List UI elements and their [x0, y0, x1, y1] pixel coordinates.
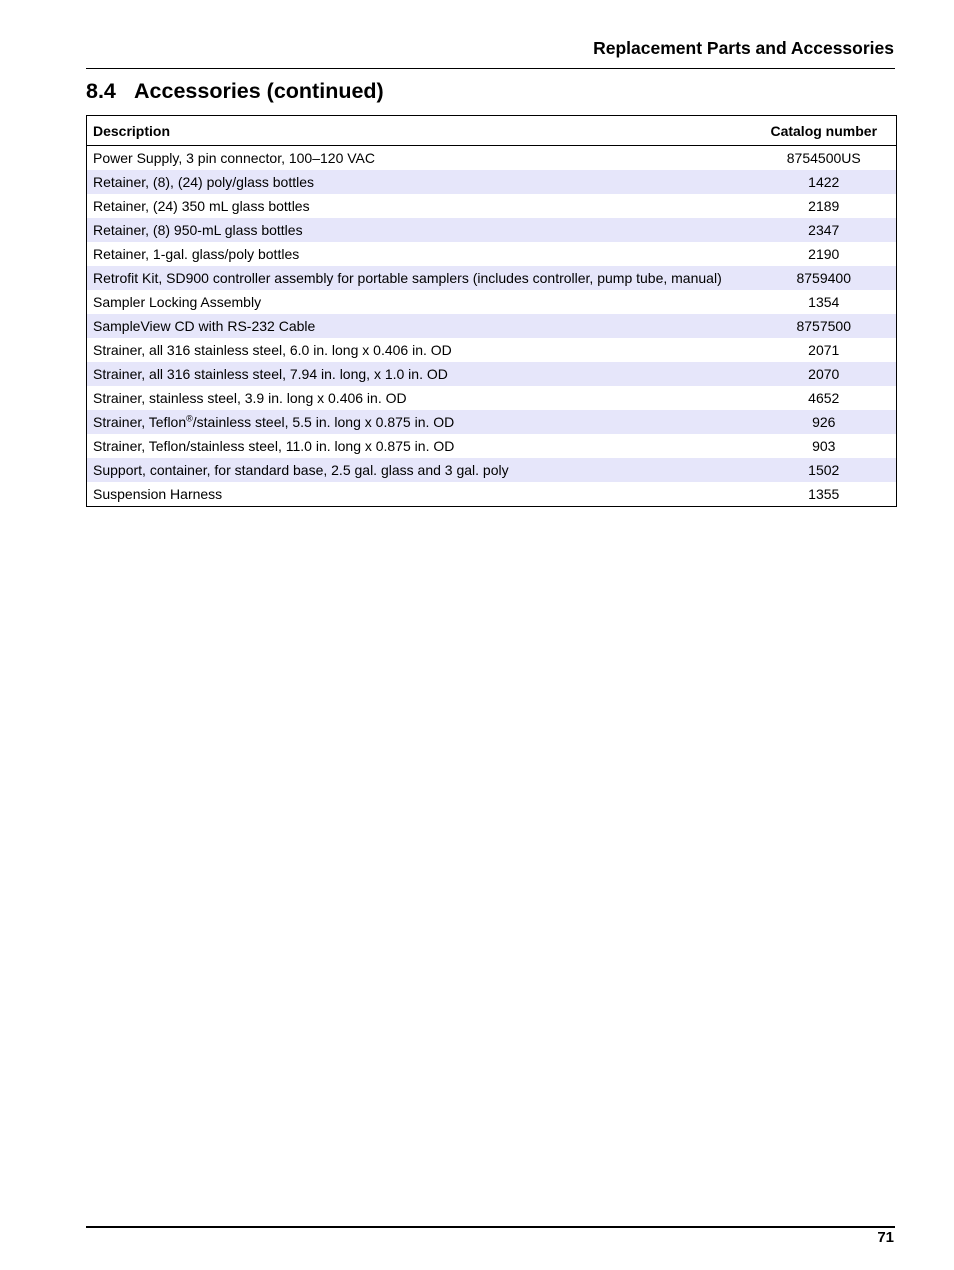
- table-row: [87, 362, 897, 386]
- row-description: Retainer, 1-gal. glass/poly bottles: [93, 246, 300, 262]
- row-description: Strainer, Teflon/stainless steel, 11.0 in. long x 0.875 in. OD: [93, 438, 455, 454]
- table-row: [87, 410, 897, 434]
- row-catalog-number: 2190: [808, 246, 840, 262]
- table-row: [87, 218, 897, 242]
- table-row: [87, 290, 897, 314]
- table-row: [87, 314, 897, 338]
- row-description: Retrofit Kit, SD900 controller assembly for portable samplers (includes controller, pump tube, manual): [87, 266, 752, 290]
- row-catalog-number: 8759400: [752, 266, 897, 290]
- row-description: SampleView CD with RS-232 Cable: [87, 314, 752, 338]
- row-description: Sampler Locking Assembly: [93, 294, 262, 310]
- footer-rule: [86, 1226, 895, 1228]
- table-row: [87, 266, 897, 290]
- table-row: [87, 338, 897, 362]
- table-header-row: [87, 116, 897, 146]
- row-description: Retainer, (24) 350 mL glass bottles: [93, 198, 310, 214]
- row-catalog-number: 1422: [752, 170, 897, 194]
- section-title: Accessories (continued): [134, 79, 384, 103]
- table-row: [87, 170, 897, 194]
- table-row: [87, 434, 897, 458]
- row-description: Retainer, (8) 950-mL glass bottles: [87, 218, 752, 242]
- column-header-description: Description: [87, 116, 752, 146]
- running-header: Replacement Parts and Accessories: [593, 38, 894, 58]
- table-row: [87, 146, 897, 171]
- row-catalog-number: 8757500: [752, 314, 897, 338]
- row-catalog-number: 2070: [752, 362, 897, 386]
- row-description: Strainer, stainless steel, 3.9 in. long x 0.406 in. OD: [93, 390, 407, 406]
- row-catalog-number: 4652: [808, 390, 840, 406]
- row-catalog-number: 1355: [808, 486, 840, 502]
- row-catalog-number: 8754500US: [786, 150, 861, 166]
- row-description: Retainer, (8), (24) poly/glass bottles: [87, 170, 752, 194]
- table-row: [87, 386, 897, 410]
- column-header-catalog-number: Catalog number: [752, 116, 897, 146]
- header-rule: [86, 68, 895, 69]
- row-catalog-number: 1354: [808, 294, 840, 310]
- table-row: [87, 482, 897, 507]
- table-row: [87, 242, 897, 266]
- row-catalog-number: 926: [752, 410, 897, 434]
- table-row: [87, 458, 897, 482]
- row-catalog-number: 1502: [752, 458, 897, 482]
- row-description: Power Supply, 3 pin connector, 100–120 VAC: [93, 150, 375, 166]
- registered-trademark-mark: ®: [186, 413, 193, 424]
- row-catalog-number: 903: [812, 438, 836, 454]
- accessories-table: [86, 115, 897, 507]
- section-number: 8.4: [86, 79, 116, 103]
- row-catalog-number: 2071: [808, 342, 840, 358]
- row-catalog-number: 2347: [752, 218, 897, 242]
- section-heading: [86, 79, 384, 104]
- row-description: Strainer, all 316 stainless steel, 7.94 in. long, x 1.0 in. OD: [87, 362, 752, 386]
- row-description: [87, 410, 752, 434]
- table-row: [87, 194, 897, 218]
- page-number: 71: [877, 1229, 894, 1246]
- row-description: Support, container, for standard base, 2.5 gal. glass and 3 gal. poly: [87, 458, 752, 482]
- row-description: Strainer, all 316 stainless steel, 6.0 in. long x 0.406 in. OD: [93, 342, 452, 358]
- row-description-part: /stainless steel, 5.5 in. long x 0.875 in. OD: [192, 414, 455, 430]
- row-catalog-number: 2189: [808, 198, 840, 214]
- row-description-part: Strainer, Teflon: [93, 414, 187, 430]
- row-description: Suspension Harness: [93, 486, 223, 502]
